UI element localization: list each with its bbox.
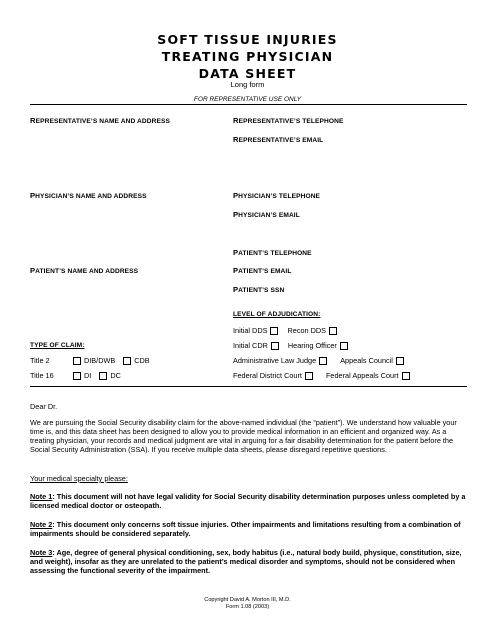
adjudication-row-3 — [233, 356, 407, 365]
district-court-label: Federal District Court — [233, 371, 302, 380]
appeals-court-label: Federal Appeals Court — [325, 371, 399, 380]
rep-name-address-label: REPRESENTATIVE’S NAME AND ADDRESS — [30, 116, 170, 125]
di-label: DI — [84, 371, 92, 380]
dib-dwb-label: DIB/DWB — [84, 356, 116, 365]
claim-row-title16 — [30, 371, 121, 380]
dc-label: DC — [110, 371, 121, 380]
dib-dwb-checkbox[interactable] — [73, 357, 81, 365]
note-2: Note 2: This document only concerns soft tissue injuries. Other impairments and limitations resulting from a combination of impairments should be considered separately. — [30, 520, 461, 538]
claim-heading: TYPE OF CLAIM: — [30, 342, 85, 349]
alj-label: Administrative Law Judge — [233, 356, 317, 365]
specialty-prompt: Your medical specialty please: — [30, 474, 128, 483]
adjudication-row-1 — [233, 326, 340, 335]
intro-paragraph: We are pursuing the Social Security disability claim for the above-named individual (the “patient”). We understand how valuable your time is, and this data sheet has been designed to allow you to provide medical information in an efficient and organized way. As a treating physician, your records and medical judgment are vital in arguing for a fair disability determination for the patient before the Social Security Administration (SSA). If you receive multiple data sheets, please disregard repetitive questions. — [30, 418, 457, 454]
rep-use-label: FOR REPRESENTATIVE USE ONLY — [193, 96, 302, 103]
middle-divider — [30, 386, 467, 387]
adjudication-row-2 — [233, 341, 351, 350]
initial-dds-checkbox[interactable] — [270, 327, 278, 335]
title-line-1: SOFT TISSUE INJURIES — [157, 32, 338, 47]
physician-name-address-label: PHYSICIAN’S NAME AND ADDRESS — [30, 191, 147, 200]
recon-dds-checkbox[interactable] — [329, 327, 337, 335]
adjudication-row-4 — [233, 371, 413, 380]
hearing-officer-checkbox[interactable] — [340, 342, 348, 350]
patient-email-label: PATIENT’S EMAIL — [233, 266, 292, 275]
rep-telephone-label: REPRESENTATIVE’S TELEPHONE — [233, 116, 344, 125]
physician-email-label: PHYSICIAN’S EMAIL — [233, 210, 300, 219]
physician-telephone-label: PHYSICIAN’S TELEPHONE — [233, 191, 321, 200]
subtitle: Long form — [230, 80, 265, 89]
cdb-checkbox[interactable] — [123, 357, 131, 365]
top-divider — [30, 104, 467, 105]
recon-dds-label: Recon DDS — [287, 326, 327, 335]
rep-email-label: REPRESENTATIVE’S EMAIL — [233, 135, 324, 144]
dc-checkbox[interactable] — [99, 372, 107, 380]
appeals-court-checkbox[interactable] — [402, 372, 410, 380]
di-checkbox[interactable] — [73, 372, 81, 380]
appeals-council-label: Appeals Council — [340, 356, 393, 365]
salutation: Dear Dr. — [30, 402, 58, 411]
footer-copyright: Copyright David A. Morton III, M.D. — [204, 597, 291, 603]
claim-row-title2 — [30, 356, 150, 365]
note-1: Note 1: This document will not have legal validity for Social Security disability determination purposes unless completed by a licensed medical doctor or osteopath. — [30, 492, 466, 510]
district-court-checkbox[interactable] — [305, 372, 313, 380]
title-line-3: DATA SHEET — [198, 66, 297, 81]
initial-cdr-label: Initial CDR — [233, 341, 268, 350]
initial-cdr-checkbox[interactable] — [271, 342, 279, 350]
note-3: Note 3: Age, degree of general physical conditioning, sex, body habitus (i.e., natural body build, physique, constitution, size, and weight), insofar as they are unrelated to the patient’s medical disorder and symptoms, should not be considered when assessing the functional severity of the impairment. — [30, 548, 462, 575]
adjudication-heading: LEVEL OF ADJUDICATION: — [233, 311, 321, 318]
patient-ssn-label: PATIENT’S SSN — [233, 285, 285, 294]
patient-telephone-label: PATIENT’S TELEPHONE — [233, 248, 312, 257]
patient-name-address-label: PATIENT’S NAME AND ADDRESS — [30, 266, 139, 275]
appeals-council-checkbox[interactable] — [396, 357, 404, 365]
hearing-officer-label: Hearing Officer — [287, 341, 337, 350]
footer-form-number: Form 1.08 (2003) — [225, 604, 270, 610]
title16-label: Title 16 — [30, 371, 54, 380]
initial-dds-label: Initial DDS — [233, 326, 268, 335]
cdb-label: CDB — [134, 356, 150, 365]
title2-label: Title 2 — [30, 356, 50, 365]
alj-checkbox[interactable] — [319, 357, 327, 365]
title-line-2: TREATING PHYSICIAN — [161, 49, 334, 64]
